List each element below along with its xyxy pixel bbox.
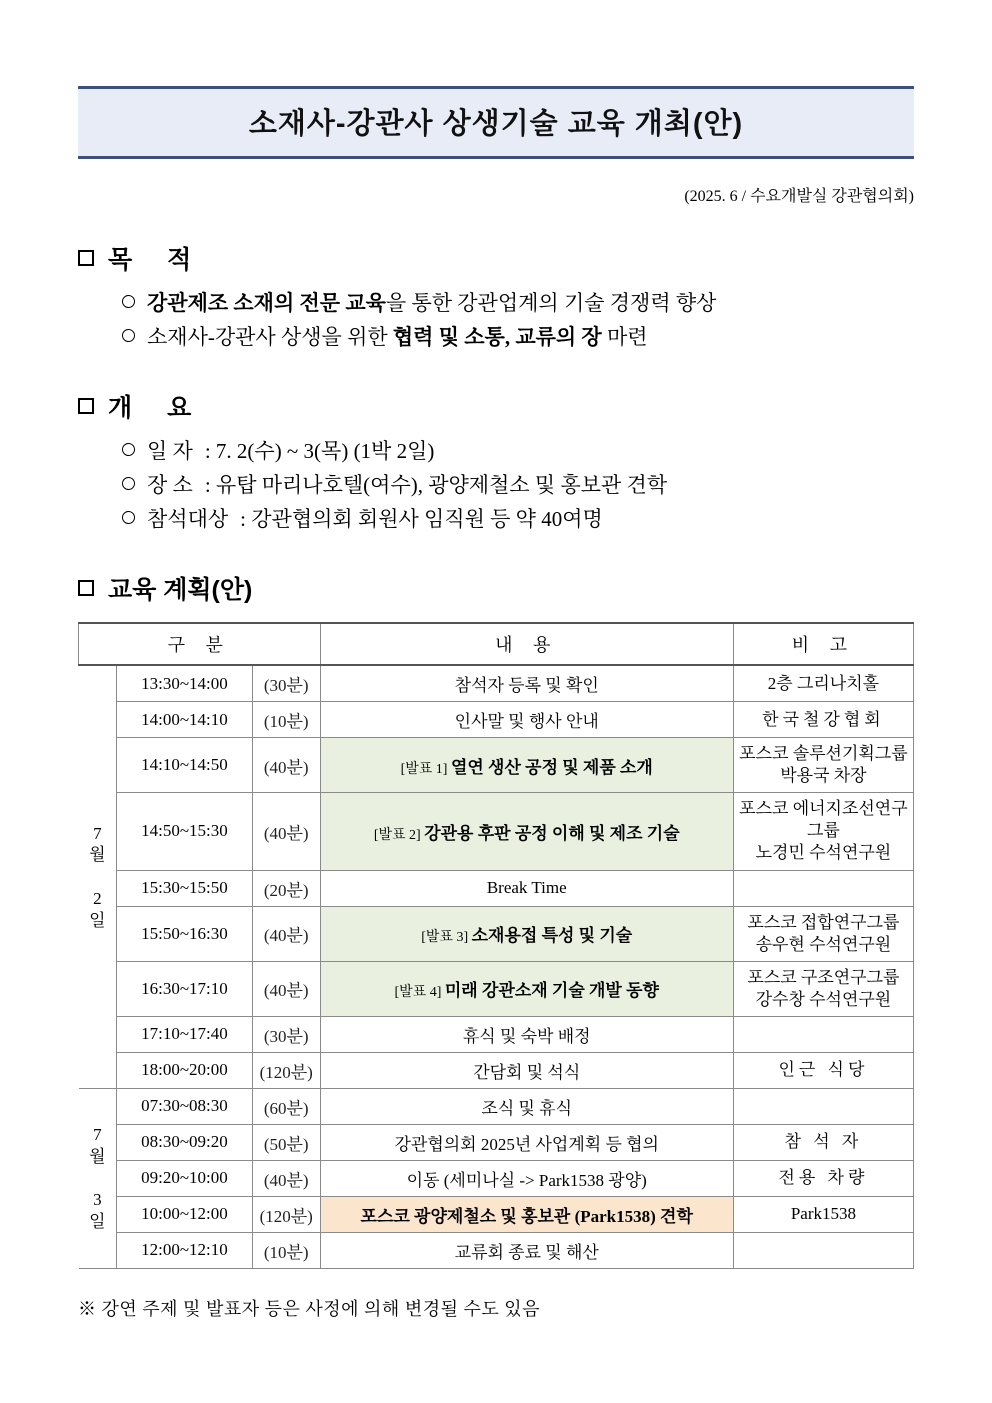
circle-bullet-icon [122, 477, 135, 490]
section-purpose [78, 240, 914, 354]
square-bullet-icon [78, 580, 94, 596]
section-plan [78, 570, 914, 1321]
cell-time: 08:30~09:20 [117, 1124, 253, 1160]
cell-time: 10:00~12:00 [117, 1196, 253, 1232]
table-row [79, 961, 914, 1016]
cell-content: 조식 및 휴식 [320, 1088, 733, 1124]
cell-duration: (40분) [252, 738, 320, 793]
schedule-table [78, 622, 914, 1269]
cell-duration: (10분) [252, 1232, 320, 1268]
purpose-item-1 [147, 286, 716, 320]
cell-note: Park1538 [733, 1196, 913, 1232]
circle-bullet-icon [122, 329, 135, 342]
overview-item-3-value: : 강관협의회 회원사 임직원 등 약 40여명 [240, 507, 603, 532]
table-header-row [79, 623, 914, 665]
footnote: ※ 강연 주제 및 발표자 등은 사정에 의해 변경될 수도 있음 [78, 1298, 541, 1319]
day-label-1: 7 월 2 일 [79, 665, 117, 1088]
cell-content: 휴식 및 숙박 배정 [320, 1016, 733, 1052]
cell-content: 포스코 광양제철소 및 홍보관 (Park1538) 견학 [320, 1196, 733, 1232]
table-row [79, 738, 914, 793]
section-purpose-label: 목 적 [108, 246, 206, 274]
cell-duration: (120분) [252, 1196, 320, 1232]
list-item [122, 468, 914, 502]
table-row [79, 702, 914, 738]
table-row [79, 870, 914, 906]
table-row [79, 665, 914, 702]
cell-duration: (40분) [252, 1160, 320, 1196]
section-plan-label: 교육 계획(안) [108, 576, 253, 605]
overview-item-3-label: 참석대상 [147, 507, 229, 532]
cell-duration: (120분) [252, 1052, 320, 1088]
overview-item-2-label: 장 소 [147, 473, 193, 498]
circle-bullet-icon [122, 295, 135, 308]
cell-duration: (10분) [252, 702, 320, 738]
cell-duration: (30분) [252, 1016, 320, 1052]
document-subtitle: (2025. 6 / 수요개발실 강관협의회) [684, 188, 914, 205]
cell-note: 포스코 접합연구그룹 송우현 수석연구원 [733, 906, 913, 961]
cell-content: 참석자 등록 및 확인 [320, 665, 733, 702]
purpose-item-2-bold: 협력 및 소통, 교류의 장 [392, 325, 602, 350]
purpose-item-2-pre: 소재사-강관사 상생을 위한 [147, 325, 393, 350]
list-item [122, 286, 914, 320]
circle-bullet-icon [122, 511, 135, 524]
content-tag: [발표 1] [400, 761, 451, 777]
cell-content: 강관협의회 2025년 사업계획 등 협의 [320, 1124, 733, 1160]
cell-content: [발표 1] 열연 생산 공정 및 제품 소개 [320, 738, 733, 793]
cell-note [733, 1232, 913, 1268]
cell-time: 09:20~10:00 [117, 1160, 253, 1196]
cell-content: Break Time [320, 870, 733, 906]
list-item [122, 434, 914, 468]
purpose-item-1-rest: 을 통한 강관업계의 기술 경쟁력 향상 [385, 291, 717, 315]
circle-bullet-icon [122, 443, 135, 456]
cell-note [733, 1016, 913, 1052]
cell-note: 포스코 에너지조선연구그룹 노경민 수석연구원 [733, 793, 913, 870]
cell-content: 교류회 종료 및 해산 [320, 1232, 733, 1268]
table-row [79, 1124, 914, 1160]
purpose-item-2 [147, 320, 648, 354]
section-overview-label: 개 요 [108, 394, 206, 423]
section-overview-heading [78, 388, 914, 424]
purpose-item-1-bold: 강관제조 소재의 전문 교육 [147, 291, 386, 315]
cell-note: 포스코 솔루션기획그룹 박용국 차장 [733, 738, 913, 793]
cell-duration: (60분) [252, 1088, 320, 1124]
cell-time: 14:00~14:10 [117, 702, 253, 738]
cell-note: 전용 차량 [733, 1160, 913, 1196]
cell-content: [발표 2] 강관용 후판 공정 이해 및 제조 기술 [320, 793, 733, 870]
cell-time: 12:00~12:10 [117, 1232, 253, 1268]
square-bullet-icon [78, 398, 94, 414]
table-row [79, 1088, 914, 1124]
cell-time: 15:50~16:30 [117, 906, 253, 961]
cell-content: [발표 4] 미래 강관소재 기술 개발 동향 [320, 961, 733, 1016]
cell-content: 간담회 및 석식 [320, 1052, 733, 1088]
table-row [79, 906, 914, 961]
cell-note: 참 석 자 [733, 1124, 913, 1160]
overview-item-1-value: : 7. 2(수) ~ 3(목) (1박 2일) [204, 439, 435, 464]
cell-note [733, 870, 913, 906]
section-purpose-heading [78, 240, 914, 276]
overview-item-1-label: 일 자 [147, 439, 193, 464]
cell-content: [발표 3] 소재용접 특성 및 기술 [320, 906, 733, 961]
cell-note: 인근 식당 [733, 1052, 913, 1088]
table-row [79, 1232, 914, 1268]
cell-time: 07:30~08:30 [117, 1088, 253, 1124]
table-row [79, 1052, 914, 1088]
cell-duration: (40분) [252, 906, 320, 961]
cell-time: 18:00~20:00 [117, 1052, 253, 1088]
cell-time: 15:30~15:50 [117, 870, 253, 906]
overview-list [78, 434, 914, 536]
cell-content: 이동 (세미나실 -> Park1538 광양) [320, 1160, 733, 1196]
page-title: 소재사-강관사 상생기술 교육 개최(안) [248, 108, 744, 140]
cell-note [733, 1088, 913, 1124]
cell-duration: (50분) [252, 1124, 320, 1160]
table-row [79, 1160, 914, 1196]
content-tag: [발표 2] [373, 827, 425, 843]
cell-duration: (30분) [252, 665, 320, 702]
cell-time: 17:10~17:40 [117, 1016, 253, 1052]
column-header-division: 구 분 [79, 623, 321, 665]
cell-time: 14:50~15:30 [117, 793, 253, 870]
purpose-item-2-rest: 마련 [601, 325, 648, 350]
table-row [79, 1196, 914, 1232]
section-overview [78, 388, 914, 536]
cell-note: 2층 그리나치홀 [733, 665, 913, 702]
cell-duration: (40분) [252, 793, 320, 870]
list-item [122, 320, 914, 354]
section-plan-heading [78, 570, 914, 606]
day-label-2: 7 월 3 일 [79, 1088, 117, 1268]
table-row [79, 1016, 914, 1052]
overview-item-2-value: : 유탑 마리나호텔(여수), 광양제철소 및 홍보관 견학 [204, 473, 668, 498]
column-header-note: 비 고 [733, 623, 913, 665]
cell-time: 16:30~17:10 [117, 961, 253, 1016]
cell-time: 13:30~14:00 [117, 665, 253, 702]
list-item [122, 502, 914, 536]
content-tag: [발표 3] [421, 930, 472, 946]
cell-note: 포스코 구조연구그룹 강수창 수석연구원 [733, 961, 913, 1016]
cell-duration: (40분) [252, 961, 320, 1016]
document-title-box [78, 86, 914, 159]
content-tag: [발표 4] [394, 985, 445, 1001]
cell-note: 한국철강협회 [733, 702, 913, 738]
square-bullet-icon [78, 250, 94, 266]
table-row [79, 793, 914, 870]
purpose-list [78, 286, 914, 354]
cell-content: 인사말 및 행사 안내 [320, 702, 733, 738]
column-header-content: 내 용 [320, 623, 733, 665]
cell-time: 14:10~14:50 [117, 738, 253, 793]
table-body [79, 665, 914, 1268]
cell-duration: (20분) [252, 870, 320, 906]
